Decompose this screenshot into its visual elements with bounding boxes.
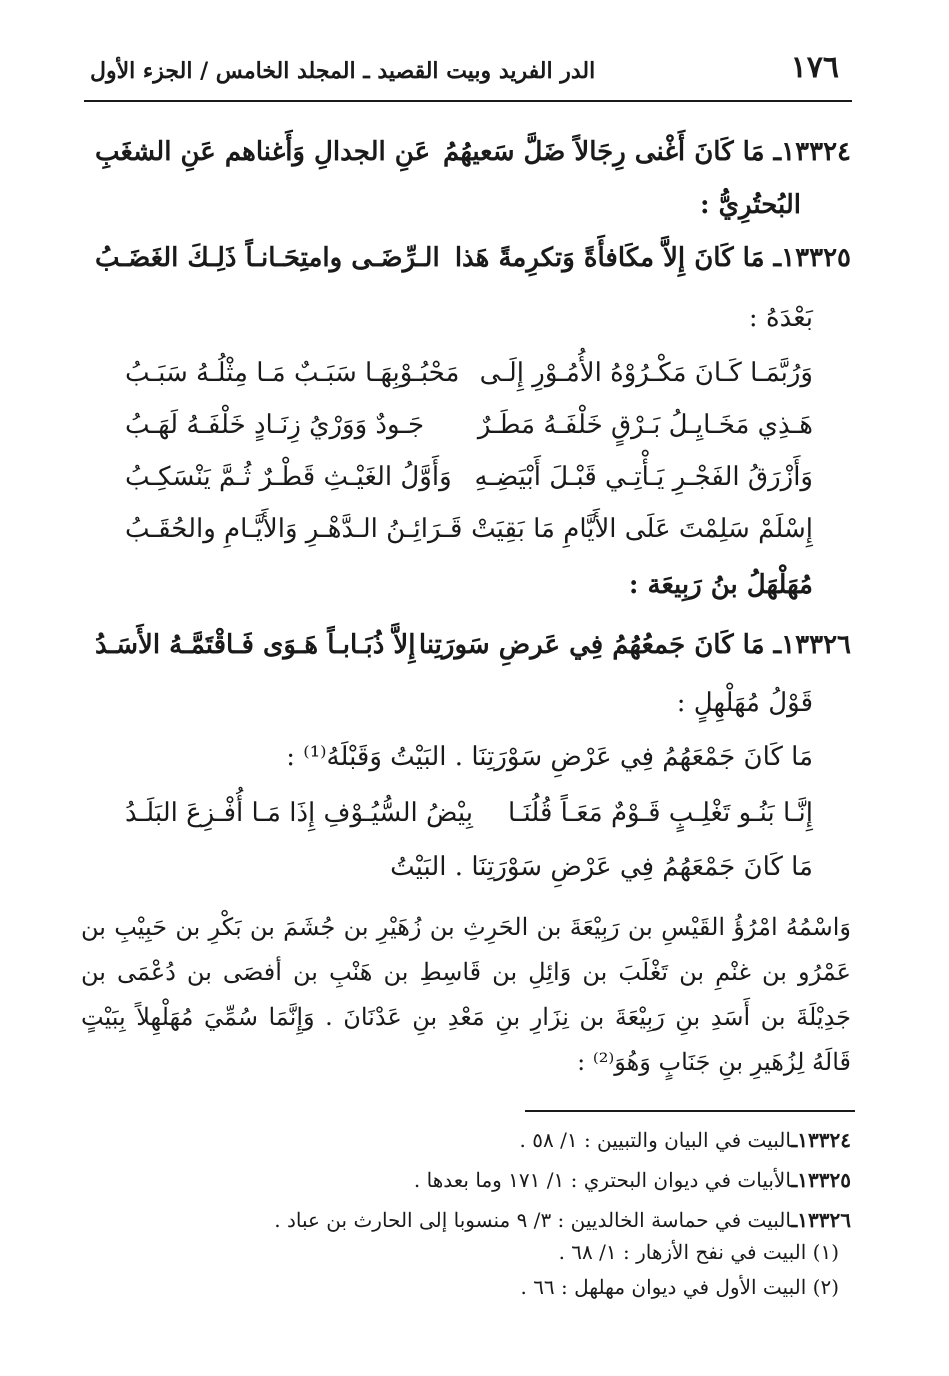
verse-first-hemistich: إِسْلَمْ سَلِمْتَ عَلَى الأَيَّامِ مَا بَقِيَتْ xyxy=(471,514,813,544)
entry-13324-first-hemistich: ١٣٣٢٤ـ مَا كَانَ أَغْنى رِجَالاً ضَلَّ سَعيهُمُ xyxy=(443,137,851,167)
footnote-13326 xyxy=(274,1208,851,1232)
verse-row xyxy=(95,798,851,848)
attribution-muhalhil-line xyxy=(95,570,851,620)
attribution-muhalhil: مُهَلْهَلُ بنُ رَبِيعَة : xyxy=(628,570,813,600)
verse-first-hemistich: وَأَزْرَقُ الفَجْـرِ يَـأْتِـي قَبْـلَ أَبْيَضِـهِ xyxy=(474,462,813,492)
qawl-line xyxy=(95,688,851,738)
citation-line-2 xyxy=(95,852,851,902)
after-label-line xyxy=(95,303,851,353)
verse-second-hemistich: قَـرَائِـنُ الـدَّهْـرِ وَالأَيَّـامِ والحُقَـبُ xyxy=(125,514,463,544)
verse-first-hemistich: هَـذِي مَخَـايِـلُ بَـرْقٍ خَلْفَـهُ مَطَـرٌ xyxy=(477,410,813,440)
footnote-13324 xyxy=(520,1128,851,1152)
running-title: الدر الفريد وبيت القصيد ـ المجلد الخامس / الجزء الأول xyxy=(90,58,596,84)
footnote-key: ١٣٣٢٦ـ xyxy=(791,1208,851,1232)
footnote-rule xyxy=(525,1110,855,1112)
verse-second-hemistich: جَـودٌ وَوَرْيُ زِنَـادٍ خَلْفَـهُ لَهَـبُ xyxy=(125,410,425,440)
header-rule xyxy=(84,100,852,102)
footnote-text: الأبيات في ديوان البحتري : ١/ ١٧١ وما بعدها . xyxy=(413,1168,792,1192)
genealogy-paragraph: وَاسْمُهُ امْرُؤُ القَيْسِ بن رَبِيْعَةَ بن الحَرِثِ بن زُهَيْرِ بن جُشَمَ بن بَكْرِ بن حَبِيْبِ بن عَمْرُو بن غنْمِ بن تَغْلَبَ بن وَائِلِ بن قَاسِطِ بن هَنْبِ بن أفصَى بن دُعْمَى بن جَدِيْلَةَ بن أَسَدِ بنِ رَبِيْعَةَ بن نِزَارِ بنِ مَعْدِ بنِ عَدْنَانَ . وَإِنَّمَا سُمِّيَ مُهَلْهِلاً بِبَيْتٍ قَالَهُ لِزُهَيرِ بنِ جَنَابٍ وَهُوَ⁽²⁾ : xyxy=(81,913,852,1076)
citation-text-2: مَا كَانَ جَمْعَهُمُ فِي عَرْضِ سَوْرَتِنَا . البَيْتُ xyxy=(390,852,813,882)
entry-13325-second-hemistich: الـرِّضَـى وامتِحَـانـاً ذَلِـكَ الغَضَـبُ xyxy=(95,243,440,273)
attribution-buhturi xyxy=(95,190,851,240)
footnote-text: البيت في حماسة الخالديين : ٣/ ٩ منسوبا إلى الحارث بن عباد . xyxy=(274,1208,792,1232)
footnote-key: ١٣٣٢٥ـ xyxy=(791,1168,851,1192)
entry-13326-second-hemistich: إِلاَّ ذُبَـابـاً هَـوَى فَـاقْتَمَّـهُ الأَسَـدُ xyxy=(95,630,416,660)
verse-first-hemistich: إِنَّـا بَنُـو تَغْلِـبٍ قَـوْمٌ مَعَـاً قُلُنَـا xyxy=(508,798,813,828)
verse-second-hemistich: بِيْضُ السُّيُـوْفِ إِذَا مَـا أُفْـزِعَ البَلَـدُ xyxy=(125,798,473,828)
footnote-1: (١) البيت في نفح الأزهار : ١/ ٦٨ . xyxy=(558,1240,839,1264)
entry-13325-first-hemistich: ١٣٣٢٥ـ مَا كَانَ إِلاَّ مكَافأَةً وَتكرِمةً هَذا xyxy=(454,243,851,273)
verse-row xyxy=(95,410,851,460)
entry-13324-second-hemistich: عَنِ الجدالِ وَأَغناهم عَنِ الشغَبِ xyxy=(95,137,431,167)
citation-line xyxy=(95,742,851,792)
footnote-13325 xyxy=(414,1168,851,1192)
attribution-text: البُحتُرِيُّ : xyxy=(700,190,801,220)
entry-13325 xyxy=(95,243,851,293)
footnote-key: ١٣٣٢٤ـ xyxy=(791,1128,851,1152)
footnote-2: (٢) البيت الأول في ديوان مهلهل : ٦٦ . xyxy=(520,1275,839,1299)
verse-second-hemistich: وَأَوَّلُ الغَيْـثِ قَطْـرٌ ثُـمَّ يَنْسَكِـبُ xyxy=(125,462,452,492)
verse-row xyxy=(95,358,851,408)
verse-row xyxy=(95,462,851,512)
qawl-text: قَوْلُ مُهَلْهِلٍ : xyxy=(676,688,813,718)
entry-13324 xyxy=(95,137,851,187)
page-number: ١٧٦ xyxy=(790,50,839,85)
verse-second-hemistich: مَحْبُـوْبِهَـا سَبَـبٌ مَـا مِثْلُـهُ سَبَـبُ xyxy=(125,358,460,388)
citation-text: مَا كَانَ جَمْعَهُمُ فِي عَرْضِ سَوْرَتِنَا . البَيْتُ وَقَبْلَهُ⁽¹⁾ : xyxy=(286,742,813,772)
footnote-text: البيت في البيان والتبيين : ١/ ٥٨ . xyxy=(519,1128,792,1152)
entry-13326 xyxy=(95,630,851,680)
verse-first-hemistich: وَرُبَّمَـا كَـانَ مَكْـرُوْهُ الأُمُـوْرِ إِلَـى xyxy=(479,358,813,388)
after-label: بَعْدَهُ : xyxy=(748,303,813,333)
entry-13326-first-hemistich: ١٣٣٢٦ـ مَا كَانَ جَمعُهُمُ فِي عَرضِ سَورَتِنا xyxy=(418,630,851,660)
verse-row xyxy=(95,514,851,564)
